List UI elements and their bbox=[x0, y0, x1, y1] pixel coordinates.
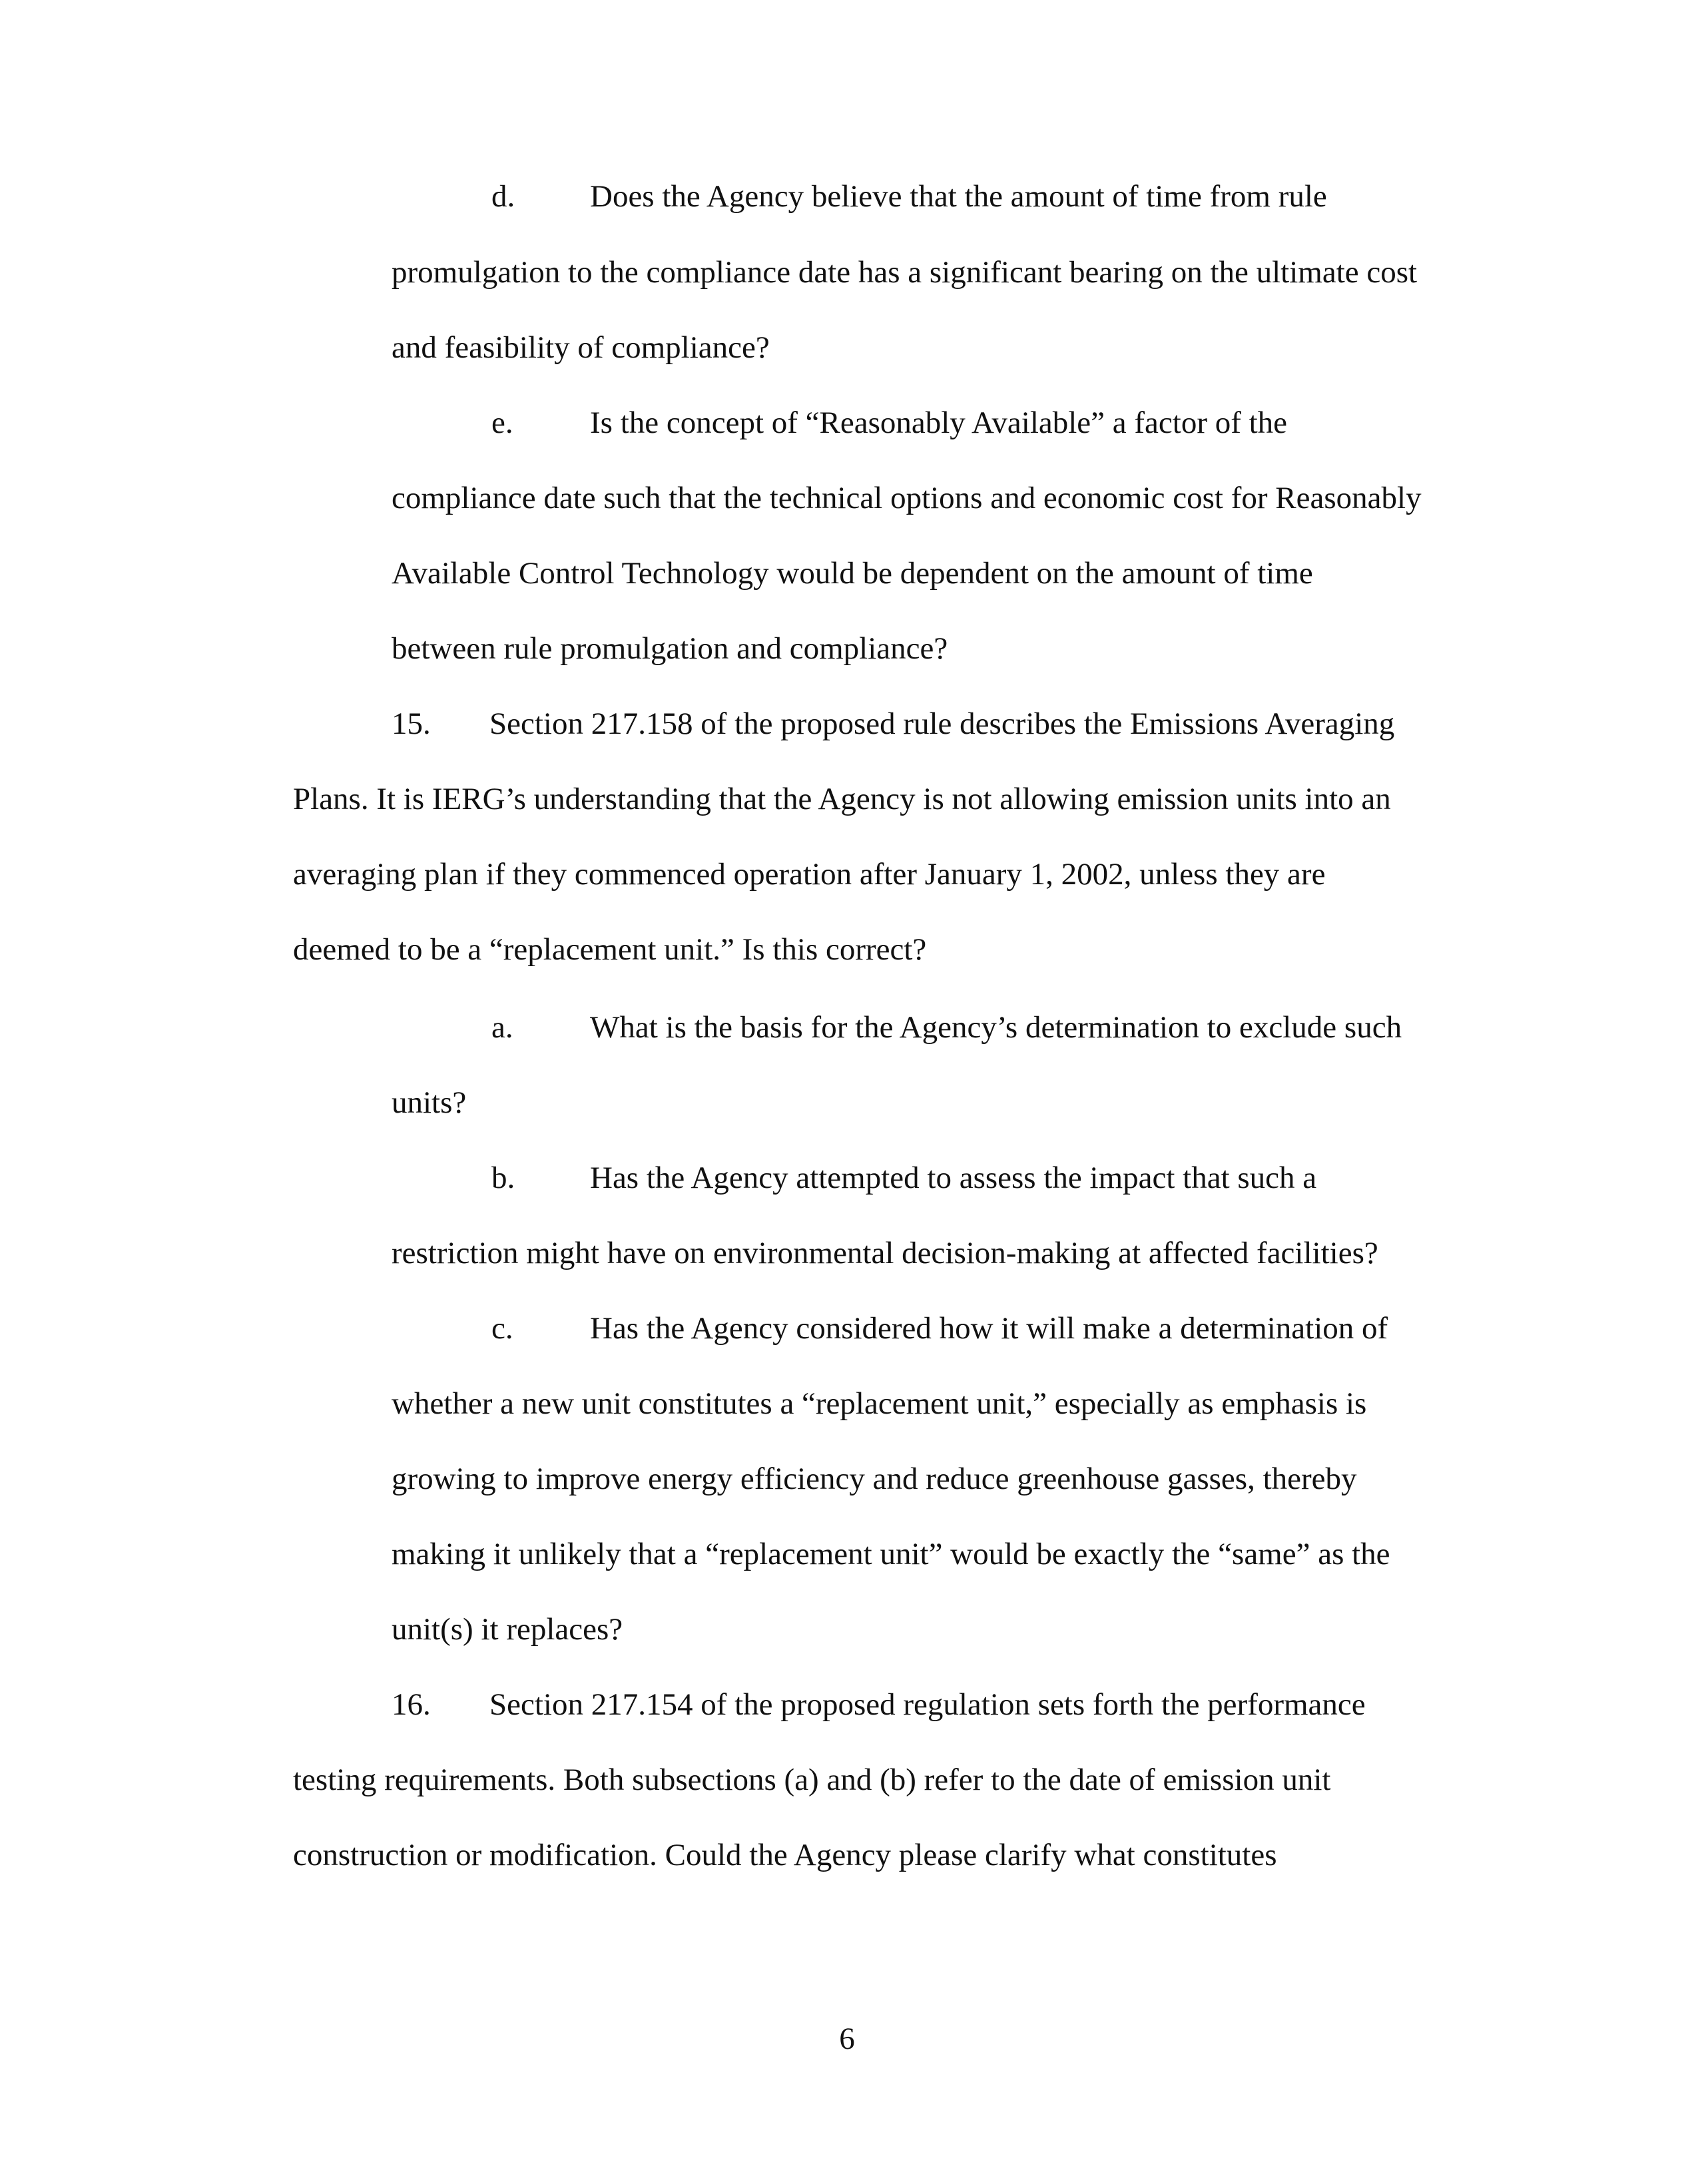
text-line: What is the basis for the Agency’s determination to exclude such bbox=[590, 1010, 1402, 1045]
text-line: between rule promulgation and compliance? bbox=[392, 631, 948, 666]
text-line: and feasibility of compliance? bbox=[392, 330, 770, 365]
item-marker: b. bbox=[491, 1161, 515, 1195]
text-line: making it unlikely that a “replacement unit” would be exactly the “same” as the bbox=[392, 1537, 1390, 1571]
text-line: Does the Agency believe that the amount of time from rule bbox=[590, 179, 1327, 214]
text-line: Has the Agency considered how it will make a determination of bbox=[590, 1311, 1388, 1346]
page-number: 6 bbox=[839, 2022, 855, 2056]
text-line: promulgation to the compliance date has a significant bearing on the ultimate cost bbox=[392, 255, 1418, 290]
text-line: Section 217.154 of the proposed regulation sets forth the performance bbox=[489, 1687, 1366, 1722]
text-line: construction or modification. Could the Agency please clarify what constitutes bbox=[293, 1838, 1277, 1872]
text-line: Available Control Technology would be dependent on the amount of time bbox=[392, 556, 1313, 591]
text-line: Section 217.158 of the proposed rule describes the Emissions Averaging bbox=[489, 706, 1395, 741]
question-number: 16. bbox=[392, 1687, 431, 1722]
item-marker: a. bbox=[491, 1010, 513, 1045]
text-line: averaging plan if they commenced operation after January 1, 2002, unless they are bbox=[293, 857, 1326, 892]
item-marker: e. bbox=[491, 406, 513, 440]
text-line: restriction might have on environmental decision-making at affected facilities? bbox=[392, 1236, 1378, 1270]
text-line: unit(s) it replaces? bbox=[392, 1612, 623, 1647]
text-line: Is the concept of “Reasonably Available” a factor of the bbox=[590, 406, 1288, 440]
text-line: Plans. It is IERG’s understanding that the Agency is not allowing emission units into an bbox=[293, 782, 1391, 816]
text-line: units? bbox=[392, 1085, 467, 1120]
item-marker: c. bbox=[491, 1311, 513, 1346]
text-line: whether a new unit constitutes a “replacement unit,” especially as emphasis is bbox=[392, 1386, 1367, 1421]
text-line: growing to improve energy efficiency and reduce greenhouse gasses, thereby bbox=[392, 1462, 1357, 1496]
text-line: Has the Agency attempted to assess the impact that such a bbox=[590, 1161, 1317, 1195]
question-number: 15. bbox=[392, 706, 431, 741]
text-line: compliance date such that the technical options and economic cost for Reasonably bbox=[392, 481, 1422, 515]
item-marker: d. bbox=[491, 179, 515, 214]
text-line: testing requirements. Both subsections (a) and (b) refer to the date of emission unit bbox=[293, 1763, 1331, 1797]
text-line: deemed to be a “replacement unit.” Is this correct? bbox=[293, 932, 927, 967]
